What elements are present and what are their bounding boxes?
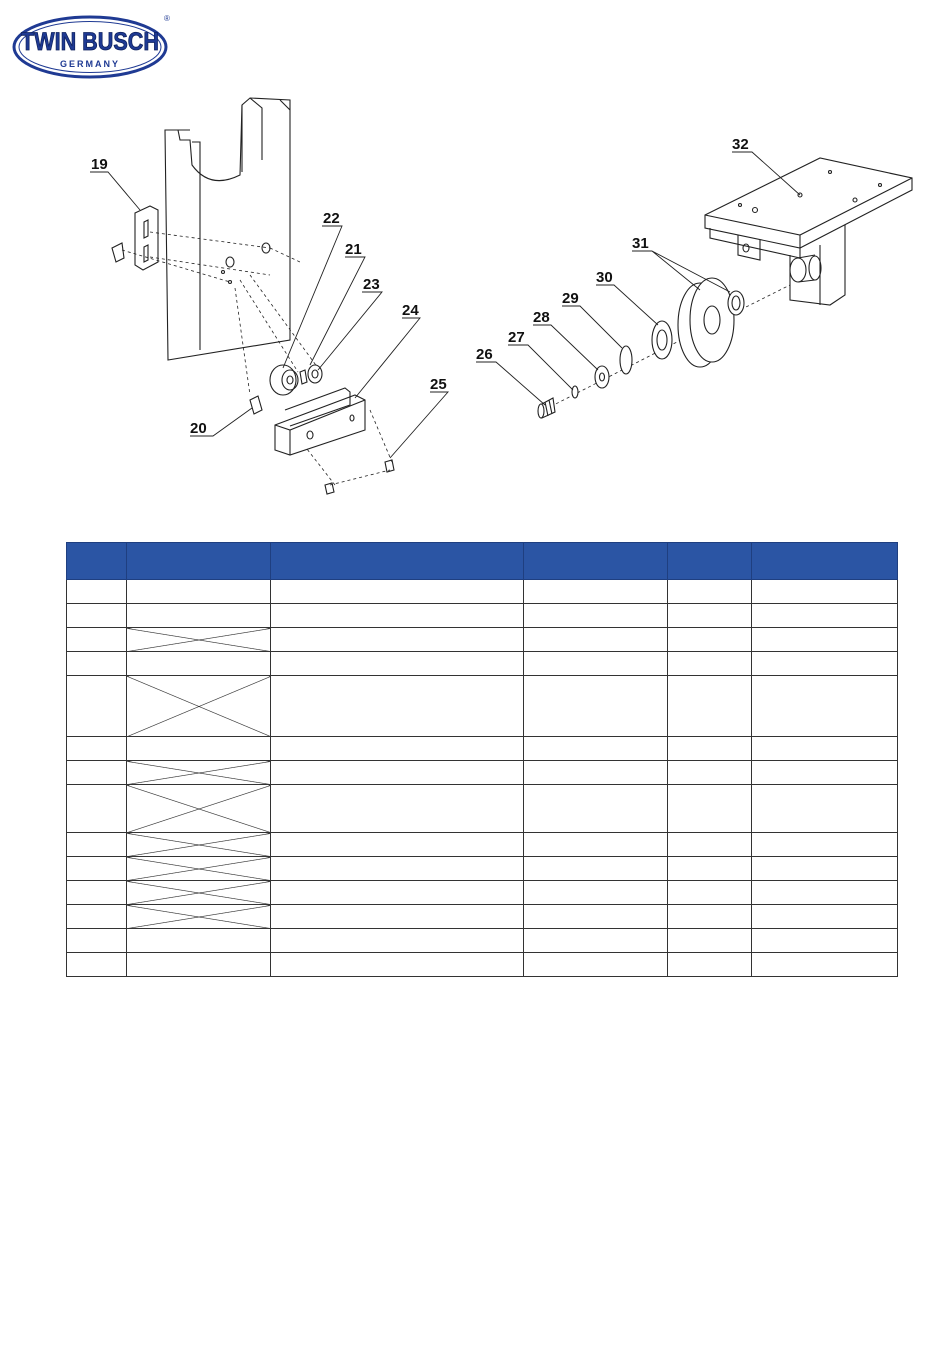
table-cell <box>524 785 668 833</box>
table-cell <box>271 676 524 737</box>
table-cell <box>668 676 752 737</box>
table-cell <box>752 857 898 881</box>
table-cell <box>668 857 752 881</box>
table-cell <box>67 737 127 761</box>
twin-busch-logo <box>10 10 172 80</box>
crossed-out-cell <box>127 676 271 737</box>
crossed-out-cell <box>127 628 271 652</box>
table-cell <box>668 580 752 604</box>
table-cell <box>67 905 127 929</box>
table-cell <box>668 604 752 628</box>
part-30-washer <box>652 321 672 359</box>
table-cell <box>67 953 127 977</box>
table-row <box>67 929 898 953</box>
table-cell <box>271 929 524 953</box>
table-cell <box>271 604 524 628</box>
table-cell <box>67 761 127 785</box>
table-cell <box>67 652 127 676</box>
table-cell <box>127 604 271 628</box>
table-cell <box>668 953 752 977</box>
table-cell <box>752 905 898 929</box>
table-row <box>67 857 898 881</box>
table-cell <box>752 580 898 604</box>
crossed-out-cell <box>127 905 271 929</box>
table-cell <box>524 905 668 929</box>
logo-brand-text: TWIN BUSCH <box>21 28 159 56</box>
crossed-out-cell <box>127 785 271 833</box>
table-row <box>67 628 898 652</box>
table-cell <box>752 953 898 977</box>
parts-table-body <box>67 580 898 977</box>
table-cell <box>752 929 898 953</box>
pivot-pin <box>790 255 821 282</box>
table-cell <box>752 761 898 785</box>
crossed-out-cell <box>127 761 271 785</box>
table-cell <box>524 604 668 628</box>
part-21-bolt <box>300 370 307 384</box>
part-29-ring <box>620 346 632 374</box>
table-cell <box>271 785 524 833</box>
callout-29: 29 <box>562 290 579 307</box>
table-row <box>67 833 898 857</box>
callout-25: 25 <box>430 376 447 393</box>
table-cell <box>524 628 668 652</box>
table-cell <box>524 652 668 676</box>
table-row <box>67 785 898 833</box>
callout-28: 28 <box>533 309 550 326</box>
crossed-out-cell <box>127 857 271 881</box>
callout-27: 27 <box>508 329 525 346</box>
crossed-out-cell <box>127 833 271 857</box>
header-cell <box>67 543 127 580</box>
table-cell <box>668 737 752 761</box>
table-cell <box>524 737 668 761</box>
table-cell <box>524 580 668 604</box>
callout-32: 32 <box>732 136 749 153</box>
table-cell <box>752 628 898 652</box>
exploded-parts-diagram <box>0 90 950 520</box>
table-cell <box>271 580 524 604</box>
table-cell <box>271 761 524 785</box>
part-32-top-plate <box>705 158 912 305</box>
callout-20: 20 <box>190 420 207 437</box>
header-cell <box>668 543 752 580</box>
table-cell <box>524 857 668 881</box>
table-cell <box>752 785 898 833</box>
table-cell <box>752 676 898 737</box>
table-cell <box>524 953 668 977</box>
callout-21: 21 <box>345 241 362 258</box>
parts-table <box>66 542 898 977</box>
table-cell <box>668 881 752 905</box>
table-cell <box>127 580 271 604</box>
table-cell <box>67 628 127 652</box>
table-cell <box>127 953 271 977</box>
table-cell <box>668 929 752 953</box>
part-25-screw-b <box>325 483 334 494</box>
table-cell <box>668 905 752 929</box>
table-cell <box>127 929 271 953</box>
part-19-bracket <box>112 206 158 270</box>
table-cell <box>668 785 752 833</box>
logo-country-text: GERMANY <box>59 59 121 69</box>
table-cell <box>127 652 271 676</box>
table-cell <box>524 881 668 905</box>
table-cell <box>752 737 898 761</box>
header-cell <box>524 543 668 580</box>
table-cell <box>67 929 127 953</box>
registered-mark: ® <box>164 14 170 23</box>
table-row <box>67 953 898 977</box>
table-row <box>67 676 898 737</box>
table-cell <box>67 857 127 881</box>
table-cell <box>668 761 752 785</box>
header-cell <box>271 543 524 580</box>
header-cell <box>752 543 898 580</box>
table-cell <box>67 833 127 857</box>
table-cell <box>668 833 752 857</box>
table-cell <box>668 628 752 652</box>
table-row <box>67 737 898 761</box>
callout-26: 26 <box>476 346 493 363</box>
part-27-spring-washer <box>572 386 578 398</box>
table-cell <box>271 953 524 977</box>
parts-table-header <box>67 543 898 580</box>
table-cell <box>271 881 524 905</box>
table-cell <box>67 604 127 628</box>
table-cell <box>752 881 898 905</box>
part-20-bolt <box>250 396 262 414</box>
table-cell <box>668 652 752 676</box>
table-cell <box>271 628 524 652</box>
table-cell <box>67 580 127 604</box>
table-row <box>67 905 898 929</box>
callout-31: 31 <box>632 235 649 252</box>
table-cell <box>67 785 127 833</box>
table-cell <box>67 676 127 737</box>
table-cell <box>524 833 668 857</box>
table-row <box>67 761 898 785</box>
table-row <box>67 881 898 905</box>
table-cell <box>67 881 127 905</box>
table-cell <box>752 604 898 628</box>
table-cell <box>271 857 524 881</box>
table-cell <box>271 652 524 676</box>
table-cell <box>524 929 668 953</box>
table-cell <box>752 833 898 857</box>
callout-19: 19 <box>91 156 108 173</box>
table-cell <box>271 905 524 929</box>
crossed-out-cell <box>127 881 271 905</box>
callout-24: 24 <box>402 302 419 319</box>
lift-column <box>165 98 290 360</box>
table-cell <box>271 737 524 761</box>
callout-22: 22 <box>323 210 340 227</box>
header-cell <box>127 543 271 580</box>
table-row <box>67 604 898 628</box>
part-22-knob <box>270 365 298 395</box>
part-31-pulley <box>678 278 744 367</box>
part-24-slide-block <box>275 388 365 455</box>
callout-30: 30 <box>596 269 613 286</box>
table-row <box>67 652 898 676</box>
table-row <box>67 580 898 604</box>
callout-23: 23 <box>363 276 380 293</box>
table-cell <box>752 652 898 676</box>
table-cell <box>524 676 668 737</box>
table-cell <box>524 761 668 785</box>
table-cell <box>127 737 271 761</box>
table-cell <box>271 833 524 857</box>
